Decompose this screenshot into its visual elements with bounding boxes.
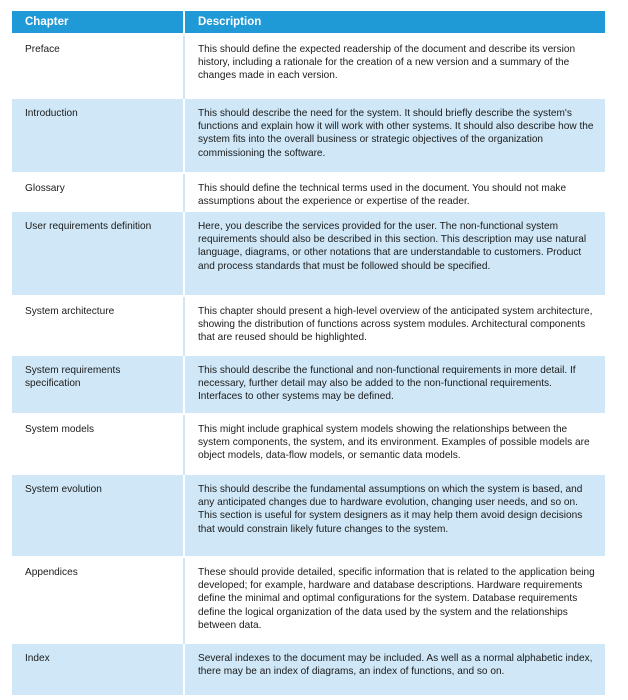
table-row bbox=[12, 211, 605, 296]
chapter-cell: System requirements specification bbox=[25, 365, 121, 390]
chapter-cell: Glossary bbox=[25, 183, 65, 194]
table-row bbox=[12, 643, 605, 695]
table-row bbox=[12, 173, 605, 211]
description-cell: These should provide detailed, specific information that is related to the application being developed; for example, hardware and database descriptions. Hardware requirements define the minimal and optimal configurations for the system. Database requirements define the logical organization of the data used by the system and the relationships between data. bbox=[198, 567, 595, 631]
description-cell: This chapter should present a high-level overview of the anticipated system architecture, showing the distribution of functions across system modules. Architectural components that are reused should be highlighted. bbox=[198, 306, 593, 344]
table-row bbox=[12, 414, 605, 474]
description-cell: This should define the expected readership of the document and describe its version history, including a rationale for the creation of a new version and a summary of the changes made in each version. bbox=[198, 44, 576, 82]
table-row bbox=[12, 296, 605, 355]
table-row bbox=[12, 474, 605, 557]
table-row bbox=[12, 557, 605, 643]
chapter-cell: System models bbox=[25, 424, 94, 435]
requirements-document-structure-table bbox=[12, 11, 605, 695]
header-chapter: Chapter bbox=[12, 11, 184, 34]
description-cell: Here, you describe the services provided for the user. The non-functional system requirements should also be described in this section. This description may use natural language, diagrams, or other notations that are understandable to customers. Product and process standards that must be followed should be specified. bbox=[198, 221, 587, 272]
chapter-cell: Introduction bbox=[25, 108, 78, 119]
chapter-cell: System evolution bbox=[25, 484, 102, 495]
header-description: Description bbox=[184, 11, 605, 34]
description-cell: This should describe the need for the system. It should briefly describe the system's functions and explain how it will work with other systems. It should also describe how the system fits into the overall business or strategic objectives of the organization commissioning the software. bbox=[198, 108, 594, 159]
chapter-cell: User requirements definition bbox=[25, 221, 152, 232]
chapter-cell: System architecture bbox=[25, 306, 115, 317]
description-cell: This should describe the fundamental assumptions on which the system is based, and any anticipated changes due to hardware evolution, changing user needs, and so on. This section is useful for system designers as it may help them avoid design decisions that would constrain likely future changes to the system. bbox=[198, 484, 583, 535]
chapter-cell: Appendices bbox=[25, 567, 78, 578]
table-header-row bbox=[12, 11, 605, 34]
table-row bbox=[12, 98, 605, 173]
chapter-cell: Preface bbox=[25, 44, 60, 55]
table-row bbox=[12, 355, 605, 414]
description-cell: This should define the technical terms used in the document. You should not make assumptions about the experience or expertise of the reader. bbox=[198, 183, 567, 208]
description-cell: This might include graphical system models showing the relationships between the system components, the system, and its environment. Examples of possible models are object models, data-flow models, or semantic data models. bbox=[198, 424, 590, 462]
table-row bbox=[12, 34, 605, 98]
description-cell: Several indexes to the document may be included. As well as a normal alphabetic index, there may be an index of diagrams, an index of functions, and so on. bbox=[198, 653, 593, 678]
description-cell: This should describe the functional and non-functional requirements in more detail. If necessary, further detail may also be added to the non-functional requirements. Interfaces to other systems may be defined. bbox=[198, 365, 576, 403]
chapter-cell: Index bbox=[25, 653, 50, 664]
